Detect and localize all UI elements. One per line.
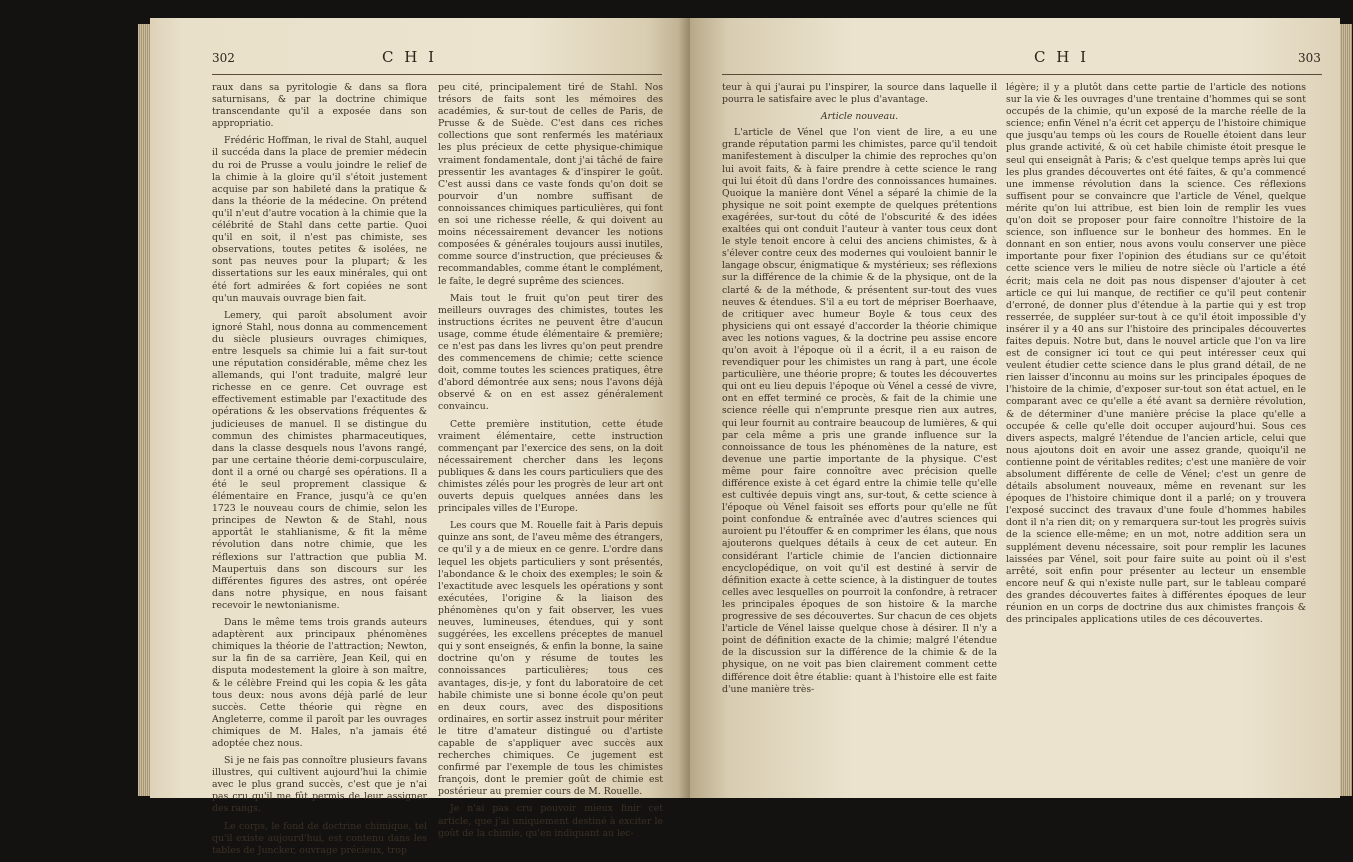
paragraph: Cette première institution, cette étude vraiment élémentaire, cette instruction commençant par l'exercice des sens, on la doit nécessairement chercher dans les leçons publiques & dans les cours particuliers que des chimistes zélés pour les progrès de leur art ont ouverts depuis quelques années dans les principales villes de l'Europe. — [438, 418, 663, 515]
right-running-head: C H I — [1034, 48, 1090, 66]
paragraph: peu cité, principalement tiré de Stahl. Nos trésors de faits sont les mémoires des académies, & sur-tout de celles de Paris, de Prusse & de Suède. C'est dans ces riches collections que sont renfermés les matériaux les plus précieux de cette physique-chimique vraiment fondamentale, dont j'ai tâché de faire pressentir les avantages & d'inspirer le goût. C'est aussi dans ce vaste fonds qu'on doit se pourvoir d'un nombre suffisant de connoissances chimiques particulières, qui font en soi une richesse réelle, & qui doivent au moins nécessairement devancer les notions composées & générales toujours aussi inutiles, comme source d'instruction, que précieuses & recommandables, comme étant le complément, le faîte, le degré suprême des sciences. — [438, 82, 663, 287]
right-header-rule — [722, 74, 1322, 75]
left-page-number: 302 — [212, 51, 235, 65]
left-page-stack-edge — [138, 24, 150, 796]
open-book — [150, 18, 1340, 856]
left-running-head: C H I — [382, 48, 438, 66]
right-column-1 — [722, 82, 997, 701]
left-column-1 — [212, 82, 427, 862]
paragraph: légère; il y a plutôt dans cette partie de l'article des notions sur la vie & les ouvrages d'une trentaine d'hommes qui se sont occupés de la chimie, qu'un exposé de la marche réelle de la science; enfin Vénel n'a écrit cet apperçu de l'histoire chimique que jusqu'au temps où les cours de Rouelle étoient dans leur plus grande activité, & où cet habile chimiste étoit presque le seul qui enseignât à Paris; & c'est quelque temps après lui que les plus grandes découvertes ont été faites, & qu'a commencé une immense révolution dans la science. Ces réflexions suffisent pour se convaincre que l'article de Vénel, quelque mérite qu'on lui attribue, est bien loin de remplir les vues qu'on doit se proposer pour faire connoître l'histoire de la science, son influence sur le bonheur des hommes. En le donnant en son entier, nous avons voulu conserver une pièce importante pour fixer l'opinion des étudians sur ce qu'étoit cette science vers le milieu de notre siècle où l'article a été écrit; mais cela ne doit pas nous dispenser d'ajouter à cet article ce qui lui manque, de rectifier ce qu'il peut contenir d'erroné, de donner plus d'étendue à la partie qui y est trop resserrée, de suppléer sur-tout à ce qu'il étoit impossible d'y insérer il y a 40 ans sur l'histoire des principales découvertes faites depuis. Notre but, dans le nouvel article que l'on va lire est de consigner ici tout ce qui peut intéresser ceux qui veulent étudier cette science dans le plus grand détail, de ne rien laisser d'inconnu au moins sur les principales époques de l'histoire de la chimie, d'exposer sur-tout son état actuel, en le comparant avec ce qu'elle a été avant sa dernière révolution, & de déterminer d'une manière précise la place qu'elle a occupée & celle qu'elle doit occuper aujourd'hui. Sous ces divers aspects, malgré l'étendue de l'ancien article, celui que nous ajoutons doit en avoir une assez grande, quoiqu'il ne contienne point de véritables redites; c'est une manière de voir absolument différente de celle de Vénel; c'est un genre de détails absolument nouveaux, même en revenant sur les époques de l'histoire chimique dont il a parlé; on y trouvera l'exposé succinct des travaux d'une foule d'hommes habiles dont il n'a rien dit; on y remarquera sur-tout les progrès suivis de la science elle-même; en un mot, notre addition sera un supplément devenu nécessaire, soit pour remplir les lacunes laissées par Vénel, soit pour faire suite au point où il s'est arrêté, soit enfin pour présenter au lecteur un ensemble encore neuf & qui n'existe nulle part, sur le tableau comparé des grandes découvertes faites à différentes époques de leur réunion en un corps de doctrine dus aux chimistes françois & des principales applications utiles de ces découvertes. — [1006, 82, 1306, 626]
paragraph: Si je ne fais pas connoître plusieurs favans illustres, qui cultivent aujourd'hui la chimie avec le plus grand succès, c'est que je n'ai pas cru qu'il me fût permis de leur assigner des rangs. — [212, 755, 427, 815]
paragraph: Mais tout le fruit qu'on peut tirer des meilleurs ouvrages des chimistes, toutes les instructions écrites ne peuvent être d'aucun usage, comme étude élémentaire & première; ce n'est pas dans les livres qu'on peut prendre des commencemens de chimie; cette science doit, comme toutes les sciences pratiques, être d'abord démontrée aux sens; nous l'avons déjà observé & on en est assez généralement convaincu. — [438, 292, 663, 413]
left-header-rule — [212, 74, 662, 75]
article-subheading: Article nouveau. — [820, 111, 899, 123]
paragraph: Le corps, le fond de doctrine chimique, tel qu'il existe aujourd'hui, est contenu dans les tables de Juncker, ouvrage précieux, trop — [212, 820, 427, 856]
left-column-2 — [438, 82, 663, 845]
paragraph: L'article de Vénel que l'on vient de lire, a eu une grande réputation parmi les chimistes, parce qu'il tendoit manifestement à disculper la chimie des reproches qu'on lui avoit faits, & à faire prendre à cette science le rang qui lui étoit dû dans l'ordre des connoissances humaines. Quoique la manière dont Vénel a séparé la chimie de la physique ne soit point exempte de quelques prétentions exagérées, sur-tout du côté de l'obscurité & des idées exaltées qui ont conduit l'auteur à vanter tous ceux dont le style tenoit encore à celui des anciens chimistes, & à s'élever contre ceux des modernes qui vouloient bannir le langage obscur, énigmatique & mystérieux; ses réflexions sur la différence de la chimie & de la physique, ont de la clarté & de la méthode, & présentent sur-tout des vues neuves & étendues. S'il a eu tort de mépriser Boerhaave, de critiquer avec humeur Boyle & tous ceux des physiciens qui ont essayé d'accorder la théorie chimique avec les notions vagues, & la doctrine peu assise encore qu'on avoit à l'époque où il a écrit, il a eu raison de revendiquer pour les chimistes un rang à part, une école particulière, une théorie propre; & toutes les découvertes qui ont eu lieu depuis l'époque où Vénel a cessé de vivre, ont en effet terminé ce procès, & fait de la chimie une science réelle qui n'emprunte presque rien aux autres, qui leur fournit au contraire beaucoup de lumières, & qui par cela même a pris une grande influence sur la connoissance de tous les phénomènes de la nature, est devenue une partie importante de la physique. C'est même pour faire connoître avec précision quelle différence existe à cet égard entre la chimie telle qu'elle est cultivée depuis vingt ans, sur-tout, & cette science à l'époque où Vénel faisoit ses efforts pour qu'elle ne fût point confondue & entraînée avec d'autres sciences qui auroient pu l'étouffer & en comprimer les élans, que nous ajouterons quelques détails à ceux de cet auteur. En considérant l'article chimie de l'ancien dictionnaire encyclopédique, on voit qu'il est destiné à servir de définition exacte à cette science, à la distinguer de toutes celles avec lesquelles on pourroit la confondre, à retracer les principales époques de son histoire & la marche progressive de ses découvertes. Sur chacun de ces objets l'article de Vénel laisse quelque chose à désirer. Il n'y a point de définition exacte de la chimie; malgré l'étendue de la discussion sur la différence de la chimie & de la physique, on ne voit pas bien clairement comment cette différence doit être établie: quant à l'histoire elle est faite d'une manière très- — [722, 127, 997, 695]
paragraph: Frédéric Hoffman, le rival de Stahl, auquel il succéda dans la place de premier médecin du roi de Prusse a voulu joindre le relief de la chimie à la gloire qu'il s'étoit justement acquise par son habileté dans la pratique & dans la théorie de la médecine. On prétend qu'il n'eut d'autre vocation à la chimie que la célébrité de Stahl dans cette partie. Quoi qu'il en soit, il n'est pas chimiste, ses observations, toutes petites & isolées, ne sont pas neuves pour la plupart; & les dissertations sur les eaux minérales, qui ont été fort admirées & fort copiées ne sont qu'un mauvais ouvrage bien fait. — [212, 135, 427, 304]
right-page — [690, 18, 1340, 798]
paragraph: Les cours que M. Rouelle fait à Paris depuis quinze ans sont, de l'aveu même des étrangers, ce qu'il y a de mieux en ce genre. L'ordre dans lequel les objets particuliers y sont présentés, l'abondance & le choix des exemples; le soin & l'exactitude avec lesquels les opérations y sont exécutées, l'origine & la liaison des phénomènes qu'on y fait observer, les vues neuves, lumineuses, étendues, qui y sont suggérées, les excellens préceptes de manuel qui y sont enseignés, & enfin la bonne, la saine doctrine qu'on y résume de toutes les connoissances particulières; tous ces avantages, dis-je, y font du laboratoire de cet habile chimiste une si bonne école qu'on peut en deux cours, avec des dispositions ordinaires, en sortir assez instruit pour mériter le titre d'amateur distingué ou d'artiste capable de s'appliquer avec succès aux recherches chimiques. Ce jugement est confirmé par l'exemple de tous les chimistes françois, dont le premier goût de chimie est postérieur au premier cours de M. Rouelle. — [438, 520, 663, 798]
paragraph: Dans le même tems trois grands auteurs adaptèrent aux principaux phénomènes chimiques la théorie de l'attraction; Newton, sur la fin de sa carrière, Jean Keil, qui en disputa modestement la gloire à son maître, & le célèbre Freind qui les copia & les gâta tous deux: nous avons déjà parlé de leur succès. Cette théorie qui règne en Angleterre, comme il paroît par les ouvrages chimiques de M. Hales, n'a jamais été adoptée chez nous. — [212, 617, 427, 749]
left-page — [150, 18, 690, 856]
paragraph: Lemery, qui paroît absolument avoir ignoré Stahl, nous donna au commencement du siècle plusieurs ouvrages chimiques, entre lesquels sa chimie lui a fait sur-tout une réputation considérable, même chez les allemands, qui l'ont traduite, malgré leur richesse en ce genre. Cet ouvrage est effectivement estimable par l'exactitude des opérations & les observations fréquentes & judicieuses de manuel. Il se distingue du commun des chimistes pharmaceutiques, dans la classe desquels nous l'avons rangé, par une certaine théorie demi-corpusculaire, dont il a orné ou chargé ses opérations. Il a été le seul proprement classique & élémentaire en France, jusqu'à ce qu'en 1723 le nouveau cours de chimie, selon les principes de Newton & de Stahl, nous apportât le stahlianisme, & fit la même révolution dans notre chimie, que les réflexions sur l'attraction que publia M. Maupertuis dans son discours sur les différentes figures des astres, ont opérée dans notre physique, en nous faisant recevoir le newtonianisme. — [212, 309, 427, 611]
right-page-number: 303 — [1298, 51, 1321, 65]
right-col1-opening: teur à qui j'aurai pu l'inspirer, la source dans laquelle il pourra le satisfaire avec le plus d'avantage. — [722, 82, 997, 106]
right-column-2 — [1006, 82, 1306, 631]
paragraph: raux dans sa pyritologie & dans sa flora saturnisans, & par la doctrine chimique transcendante qu'il a exposée dans son appropriatio. — [212, 82, 427, 130]
paragraph: Je n'ai pas cru pouvoir mieux finir cet article, que j'ai uniquement destiné à exciter le goût de la chimie, qu'en indiquant au lec- — [438, 803, 663, 839]
right-page-stack-edge — [1340, 24, 1352, 796]
